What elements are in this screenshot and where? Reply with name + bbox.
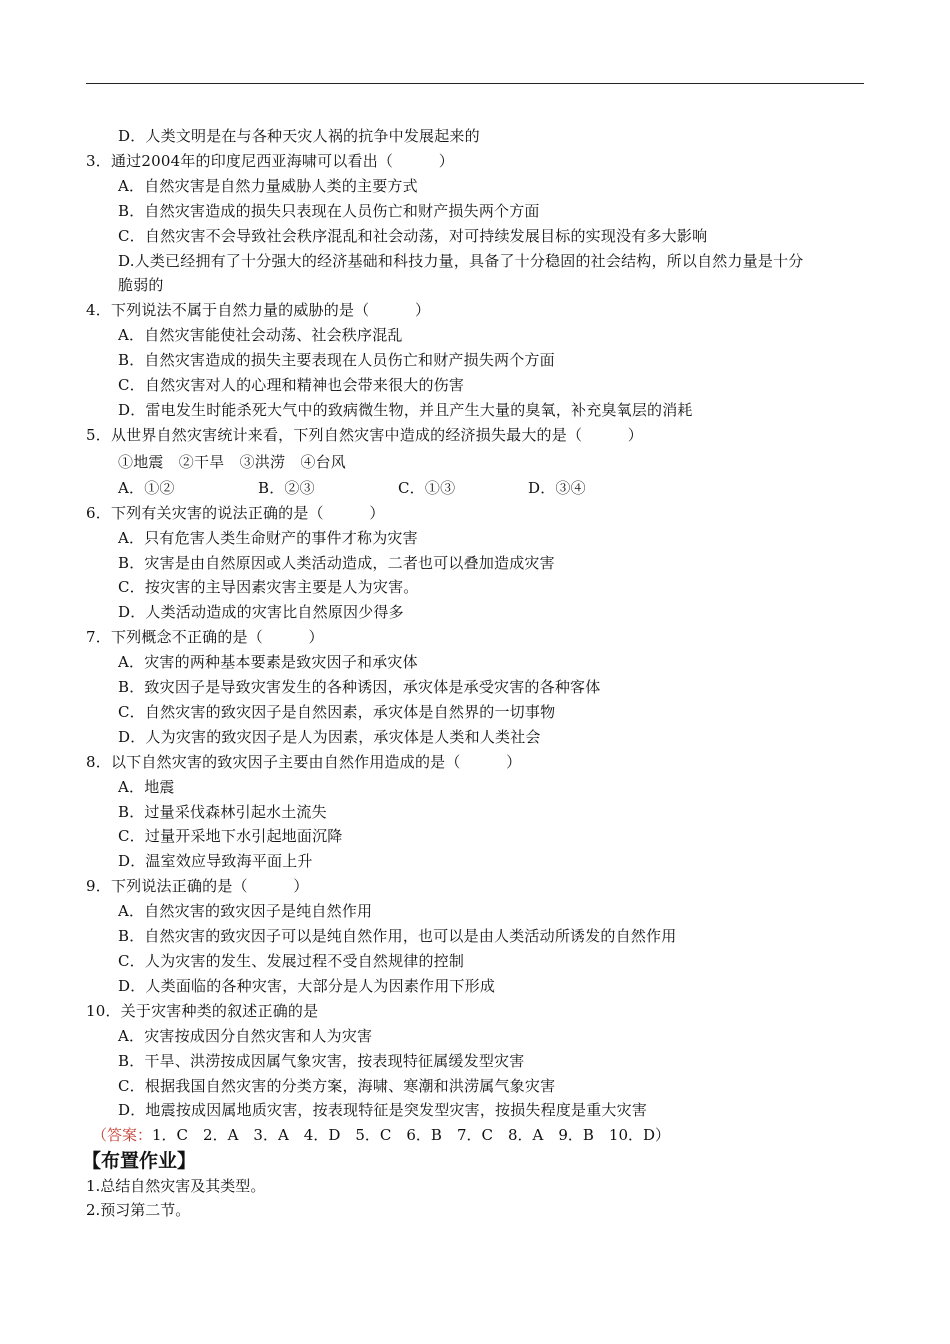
option-line: C．根据我国自然灾害的分类方案，海啸、寒潮和洪涝属气象灾害: [118, 1076, 556, 1095]
option-line: B．自然灾害造成的损失只表现在人员伤亡和财产损失两个方面: [118, 201, 540, 220]
homework-title: 【布置作业】: [82, 1150, 197, 1173]
option-line: B．灾害是由自然原因或人类活动造成，二者也可以叠加造成灾害: [118, 553, 555, 572]
option-line: C．自然灾害的致灾因子是自然因素，承灾体是自然界的一切事物: [118, 702, 556, 721]
option-line: A．自然灾害的致灾因子是纯自然作用: [118, 902, 373, 921]
question-list: [82, 124, 876, 1222]
option-line: D．人类文明是在与各种天灾人祸的抗争中发展起来的: [118, 127, 480, 145]
question-3: 3．通过2004年的印度尼西亚海啸可以看出（ ）: [86, 151, 454, 170]
option-b: B．②③: [258, 478, 315, 497]
header-rule: [86, 83, 864, 84]
option-line-continued: 脆弱的: [118, 276, 164, 295]
option-line: A．自然灾害能使社会动荡、社会秩序混乱: [118, 326, 403, 345]
option-line: C．过量开采地下水引起地面沉降: [118, 827, 343, 846]
option-line: C．人为灾害的发生、发展过程不受自然规律的控制: [118, 952, 465, 970]
answer-text: 1．C 2．A 3．A 4．D 5．C 6．B 7．C 8．A 9．B 10．D）: [152, 1126, 671, 1145]
option-line: B．自然灾害的致灾因子可以是纯自然作用，也可以是由人类活动所诱发的自然作用: [118, 927, 677, 946]
option-line: A．只有危害人类生命财产的事件才称为灾害: [118, 528, 418, 547]
option-line: D.人类已经拥有了十分强大的经济基础和科技力量，具备了十分稳固的社会结构，所以自然力量是十分: [118, 251, 804, 270]
option-a: A．①②: [118, 478, 175, 497]
homework-item: 2.预习第二节。: [86, 1201, 191, 1220]
option-line: B．致灾因子是导致灾害发生的各种诱因，承灾体是承受灾害的各种客体: [118, 678, 601, 697]
question-9: 9．下列说法正确的是（ ）: [86, 877, 309, 896]
option-row: [86, 476, 876, 501]
option-line: D．人类面临的各种灾害，大部分是人为因素作用下形成: [118, 976, 496, 995]
option-items: ①地震 ②干旱 ③洪涝 ④台风: [118, 452, 347, 471]
question-5: 5．从世界自然灾害统计来看，下列自然灾害中造成的经济损失最大的是（ ）: [86, 425, 643, 444]
option-line: B．自然灾害造成的损失主要表现在人员伤亡和财产损失两个方面: [118, 351, 555, 370]
option-line: D．人为灾害的致灾因子是人为因素，承灾体是人类和人类社会: [118, 727, 541, 746]
question-4: 4．下列说法不属于自然力量的威胁的是（ ）: [86, 301, 431, 320]
option-line: A．灾害按成因分自然灾害和人为灾害: [118, 1026, 373, 1045]
question-7: 7．下列概念不正确的是（ ）: [86, 628, 324, 647]
answer-label: （答案：: [92, 1126, 153, 1145]
answer-key: [86, 1123, 876, 1148]
option-line: D．人类活动造成的灾害比自然原因少得多: [118, 603, 404, 622]
homework-item: 1.总结自然灾害及其类型。: [86, 1177, 266, 1196]
question-6: 6．下列有关灾害的说法正确的是（ ）: [86, 503, 385, 522]
option-line: A．灾害的两种基本要素是致灾因子和承灾体: [118, 653, 418, 672]
question-8: 8．以下自然灾害的致灾因子主要由自然作用造成的是（ ）: [86, 752, 522, 771]
option-line: B．干旱、洪涝按成因属气象灾害，按表现特征属缓发型灾害: [118, 1051, 525, 1070]
option-line: A．地震: [118, 777, 175, 796]
option-line: D．温室效应导致海平面上升: [118, 852, 313, 871]
option-line: D．地震按成因属地质灾害，按表现特征是突发型灾害，按损失程度是重大灾害: [118, 1101, 648, 1120]
option-line: A．自然灾害是自然力量威胁人类的主要方式: [118, 176, 418, 195]
option-d: D．③④: [528, 478, 586, 497]
option-line: C．自然灾害不会导致社会秩序混乱和社会动荡，对可持续发展目标的实现没有多大影响: [118, 226, 708, 245]
option-c: C．①③: [398, 478, 456, 497]
option-line: D．雷电发生时能杀死大气中的致病微生物，并且产生大量的臭氧，补充臭氧层的消耗: [118, 400, 693, 419]
option-line: C．按灾害的主导因素灾害主要是人为灾害。: [118, 578, 419, 597]
option-line: B．过量采伐森林引起水土流失: [118, 802, 327, 821]
question-10: 10．关于灾害种类的叙述正确的是: [86, 1001, 319, 1020]
option-line: C．自然灾害对人的心理和精神也会带来很大的伤害: [118, 376, 465, 395]
